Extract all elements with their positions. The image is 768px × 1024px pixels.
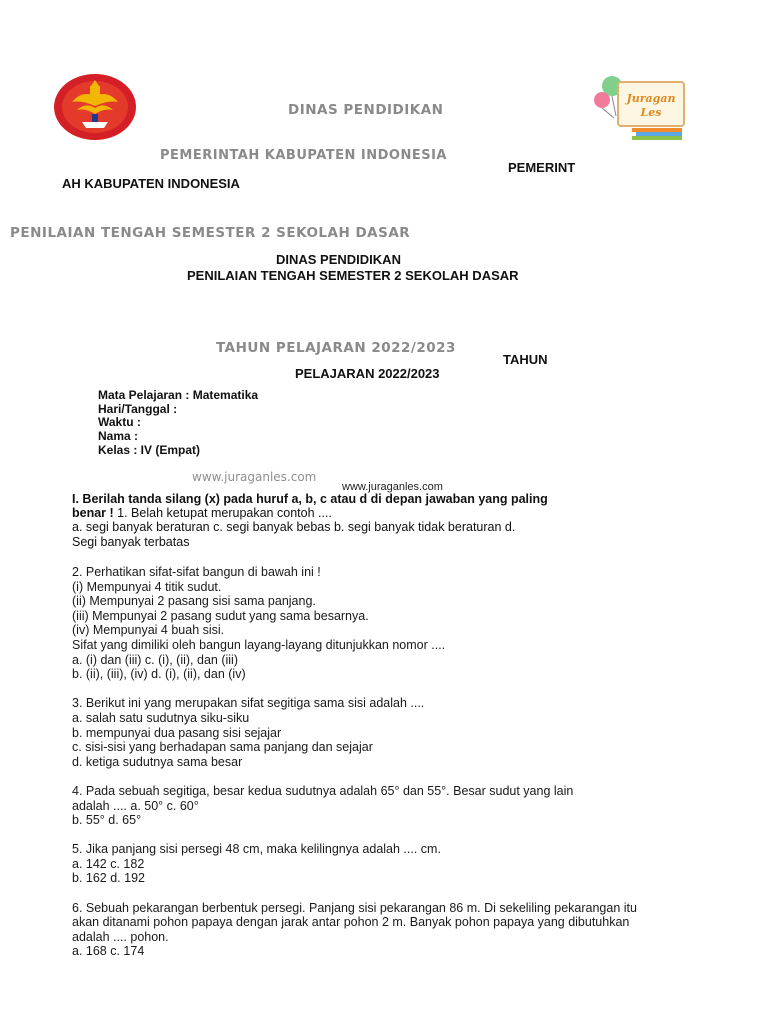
question-line: (i) Mempunyai 4 titik sudut. — [72, 579, 222, 594]
question-5 — [72, 842, 637, 886]
header-pemerint-fragment: PEMERINT — [508, 160, 576, 175]
header-image-tahun: TAHUN PELAJARAN 2022/2023 — [216, 340, 456, 356]
question-6 — [72, 901, 637, 959]
header-pelajaran-fragment: PELAJARAN 2022/2023 — [295, 366, 440, 381]
question-line: (iii) Mempunyai 2 pasang sudut yang sama besarnya. — [72, 608, 369, 623]
question-line: a. salah satu sudutnya siku-siku — [72, 710, 250, 725]
question-2 — [72, 565, 637, 682]
instruction-line: I. Berilah tanda silang (x) pada huruf a, b, c atau d di depan jawaban yang paling — [72, 492, 548, 506]
question-line: 6. Sebuah pekarangan berbentuk persegi. Panjang sisi pekarangan 86 m. Di sekeliling pekarangan itu — [72, 900, 637, 915]
info-nama: Nama : — [98, 429, 139, 443]
question-4 — [72, 784, 637, 828]
question-line: (ii) Mempunyai 2 pasang sisi sama panjang. — [72, 594, 316, 609]
header-image-title-pemerintah: PEMERINTAH KABUPATEN INDONESIA — [160, 148, 447, 163]
question-3 — [72, 696, 637, 769]
info-kelas: Kelas : IV (Empat) — [98, 443, 201, 457]
question-line: Sifat yang dimiliki oleh bangun layang-layang ditunjukkan nomor .... — [72, 637, 446, 652]
watermark-image-url: www.juraganles.com — [192, 470, 317, 484]
header-kabupaten-fragment: AH KABUPATEN INDONESIA — [62, 176, 240, 191]
question-line: akan ditanami pohon papaya dengan jarak antar pohon 2 m. Banyak pohon papaya yang dibutuhkan — [72, 915, 630, 930]
question-line: 2. Perhatikan sifat-sifat bangun di bawah ini ! — [72, 565, 321, 579]
question-line: b. 55° d. 65° — [72, 813, 142, 828]
question-line: b. (ii), (iii), (iv) d. (i), (ii), dan (iv) — [72, 667, 246, 682]
header-image-title-dinas: DINAS PENDIDIKAN — [288, 102, 444, 118]
question-line: a. (i) dan (iii) c. (i), (ii), dan (iii) — [72, 652, 238, 667]
header-dinas: DINAS PENDIDIKAN — [276, 252, 401, 267]
info-mata-pelajaran: Mata Pelajaran : Matematika — [98, 388, 259, 402]
question-line: 3. Berikut ini yang merupakan sifat segitiga sama sisi adalah .... — [72, 696, 425, 711]
question-line: adalah .... a. 50° c. 60° — [72, 798, 199, 813]
juragan-les-logo-line1: Juragan — [626, 92, 676, 105]
info-waktu: Waktu : — [98, 415, 141, 429]
tut-wuri-handayani-logo — [52, 72, 138, 142]
question-line: 5. Jika panjang sisi persegi 48 cm, maka kelilingnya adalah .... cm. — [72, 842, 441, 857]
instruction-line-2 — [72, 506, 332, 520]
question-line: a. 168 c. 174 — [72, 944, 145, 959]
questions-container — [72, 565, 637, 959]
question-line: b. mempunyai dua pasang sisi sejajar — [72, 725, 282, 740]
question-line: a. 142 c. 182 — [72, 856, 145, 871]
question-line: c. sisi-sisi yang berhadapan sama panjang dan sejajar — [72, 740, 373, 755]
question-line: 4. Pada sebuah segitiga, besar kedua sudutnya adalah 65° dan 55°. Besar sudut yang lain — [72, 783, 574, 798]
question-line: adalah .... pohon. — [72, 929, 169, 944]
juragan-les-logo-line2: Les — [640, 106, 662, 119]
instruction-benar: benar ! — [72, 506, 114, 520]
question-line: d. ketiga sudutnya sama besar — [72, 754, 243, 769]
header-image-title-penilaian: PENILAIAN TENGAH SEMESTER 2 SEKOLAH DASAR — [10, 225, 411, 241]
question-line: b. 162 d. 192 — [72, 871, 145, 886]
question-1-options-line2: Segi banyak terbatas — [72, 535, 190, 549]
header-penilaian: PENILAIAN TENGAH SEMESTER 2 SEKOLAH DASAR — [187, 268, 519, 283]
question-1-text: 1. Belah ketupat merupakan contoh .... — [113, 506, 332, 520]
juragan-les-logo — [588, 72, 688, 142]
header-tahun-fragment: TAHUN — [503, 352, 548, 367]
info-hari-tanggal: Hari/Tanggal : — [98, 402, 178, 416]
question-1-options-line1: a. segi banyak beraturan c. segi banyak bebas b. segi banyak tidak beraturan d. — [72, 520, 516, 534]
question-line: (iv) Mempunyai 4 buah sisi. — [72, 623, 225, 638]
watermark-text-url: www.juraganles.com — [342, 481, 443, 493]
